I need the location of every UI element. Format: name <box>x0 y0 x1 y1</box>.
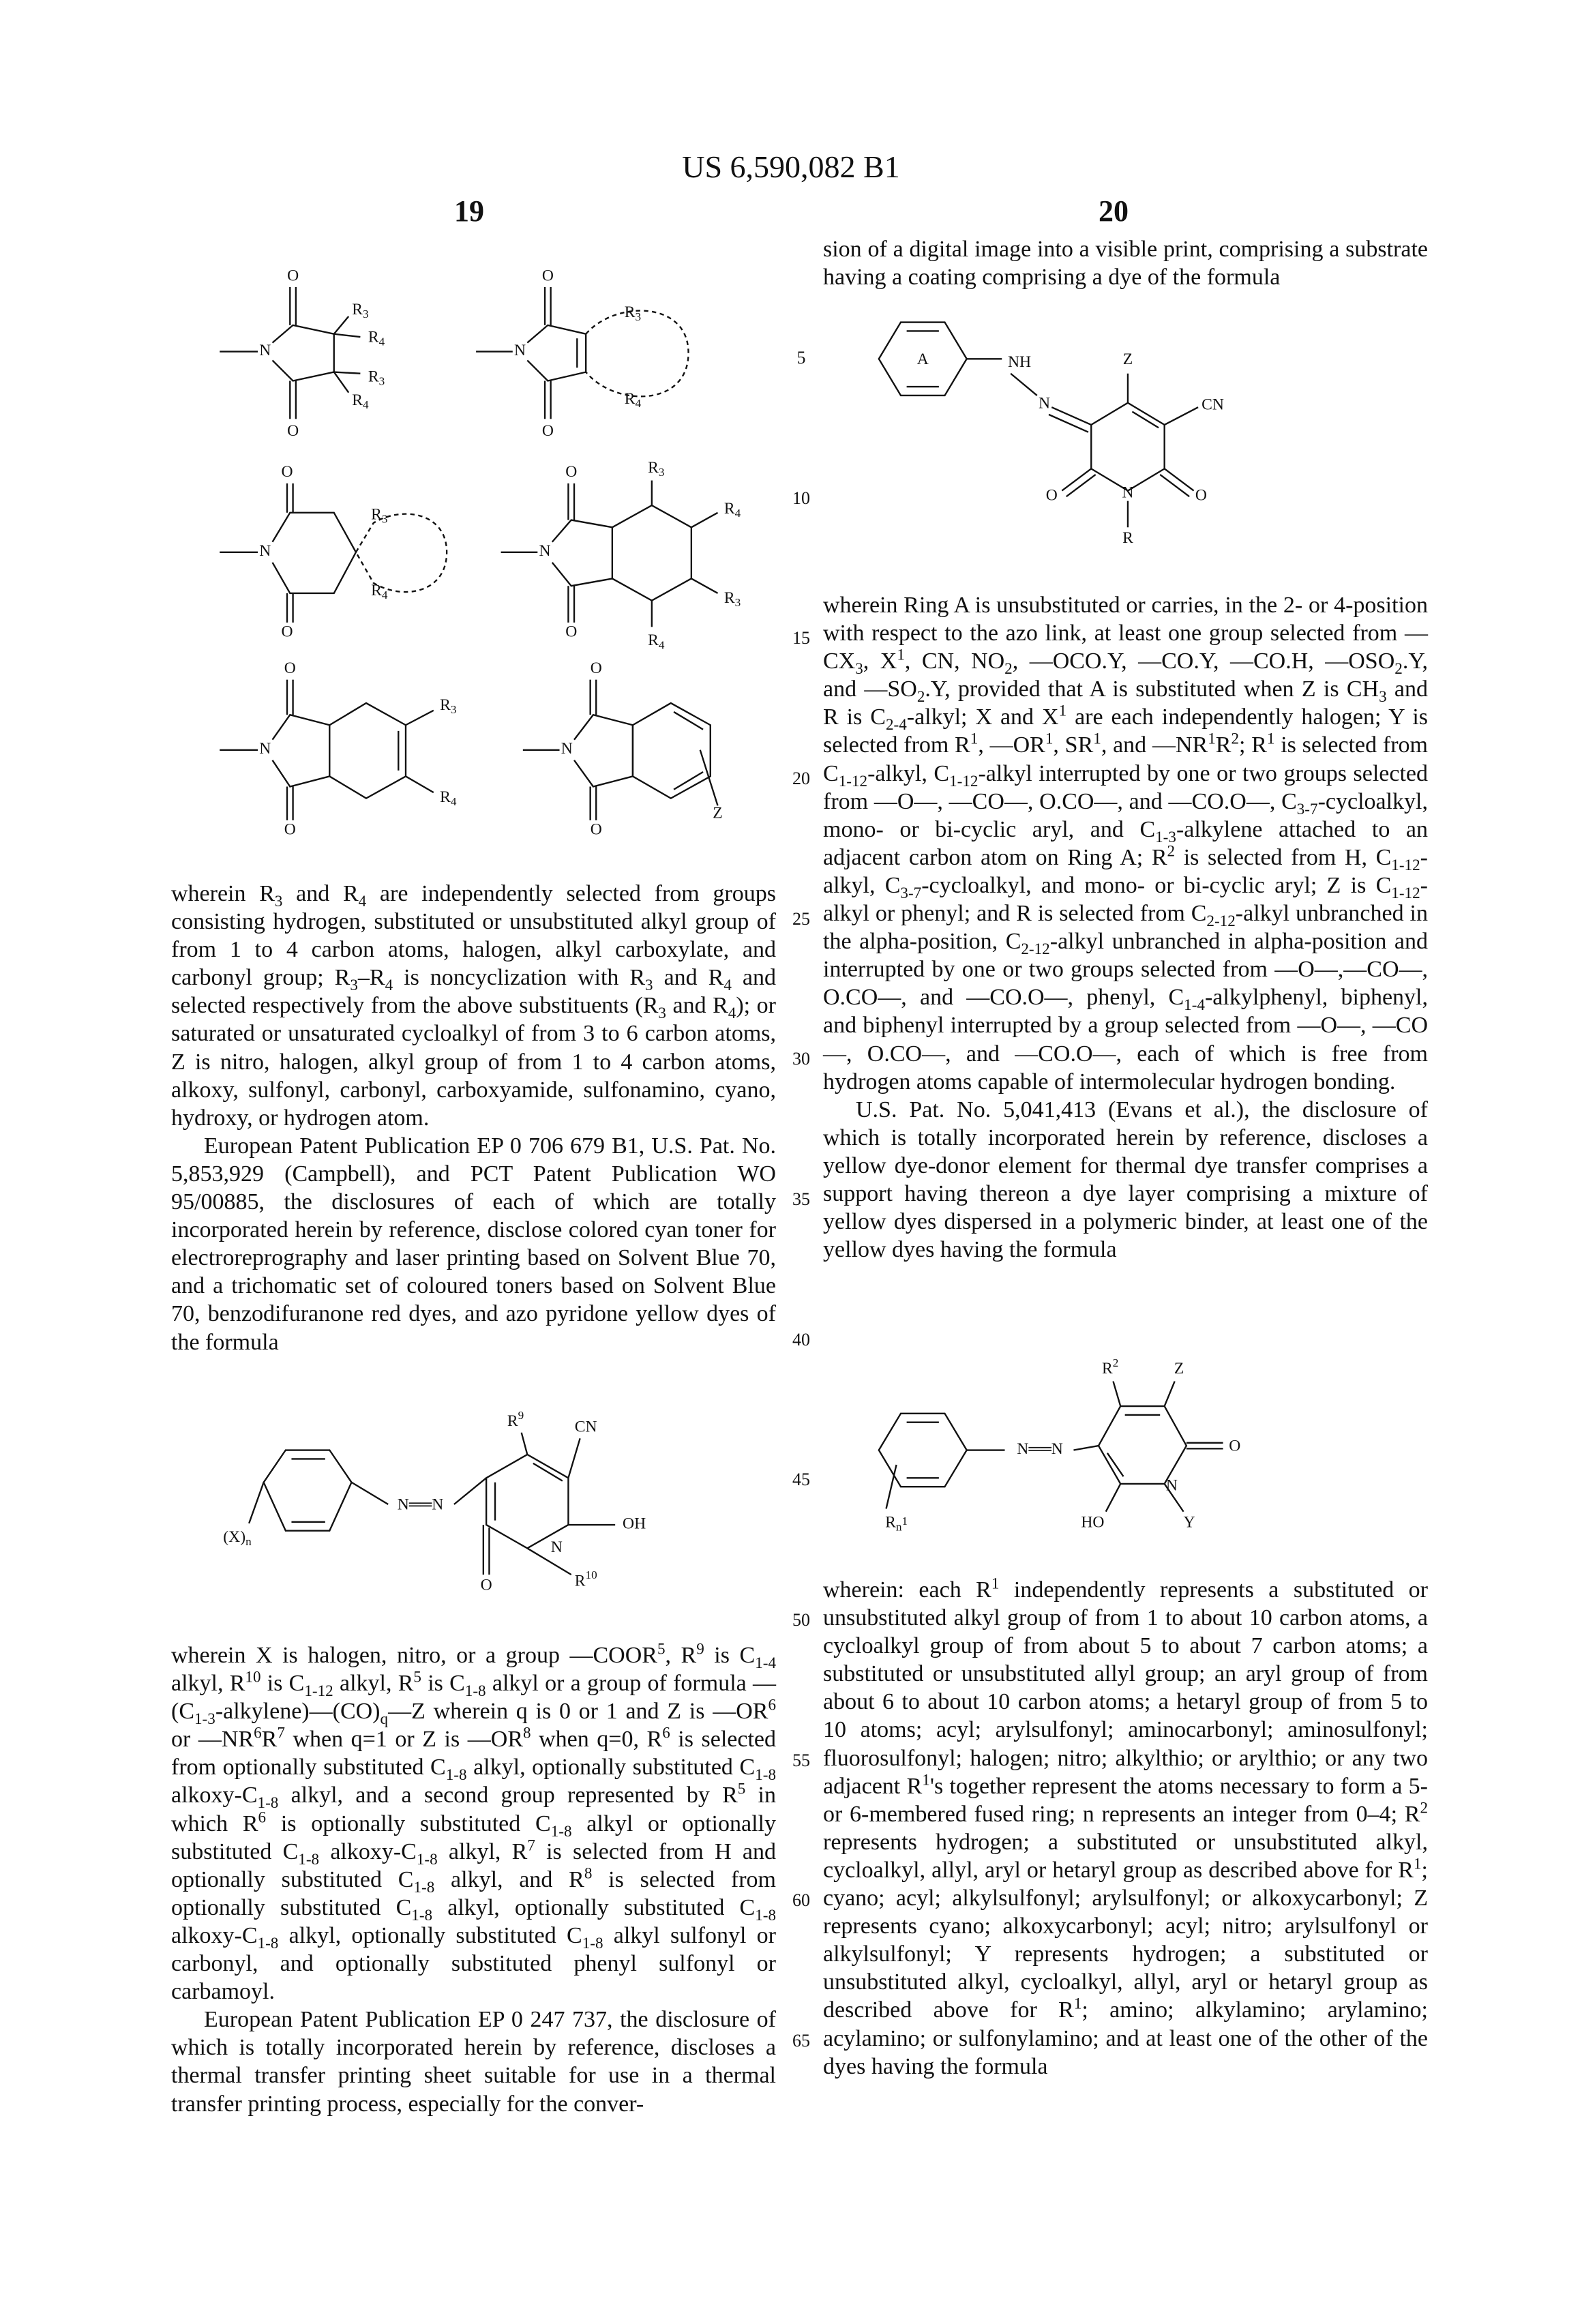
structure-maleimide-fused <box>476 267 688 440</box>
atom-label: N <box>1122 483 1133 501</box>
line-number: 35 <box>784 1189 818 1210</box>
atom-label: N <box>1039 394 1050 412</box>
structure-phthalimide <box>523 659 723 838</box>
line-number: 45 <box>784 1470 818 1490</box>
substituent-label: R4 <box>440 788 457 808</box>
substituent-label: R4 <box>368 329 385 348</box>
substituent-label: R3 <box>352 301 368 321</box>
atom-label: O <box>542 267 554 284</box>
substituent-label: R3 <box>368 368 385 388</box>
ring-a-label: A <box>917 351 929 368</box>
atom-label: O <box>1046 487 1058 505</box>
paragraph: U.S. Pat. No. 5,041,413 (Evans et al.), the disclosure of which is totally incorporated herein by reference, discloses a yellow dye-donor element for thermal dye transfer comprises a support having thereon a dye layer comprising a mixture of yellow dyes dispersed in a polymeric binder, at least one of the yellow dyes having the formula <box>823 1096 1428 1264</box>
atom-label: O <box>287 267 299 284</box>
line-number: 15 <box>784 628 818 649</box>
substituent-label: OH <box>623 1515 646 1532</box>
azo-label: N══N <box>1017 1440 1063 1458</box>
substituent-label: R3 <box>724 589 741 609</box>
paragraph: wherein Ring A is unsubstituted or carries, in the 2- or 4-position with respect to the azo link, at least one group selected from —CX3, X1, CN, NO2, —OCO.Y, —CO.Y, —CO.H, —OSO2.Y, and —SO2.Y, provided that A is substituted when Z is CH3 and R is C2-4-alkyl; X and X1 are each independently halogen; Y is selected from R1, —OR1, SR1, and —NR1R2; R1 is selected from C1-12-alkyl, C1-12-alkyl interrupted by one or two groups selected from —O—, —CO—, O.CO—, and —CO.O—, C3-7-cycloalkyl, mono- or bi-cyclic aryl, and C1-3-alkylene attached to an adjacent carbon atom on Ring A; R2 is selected from H, C1-12-alkyl, C3-7-cycloalkyl, and mono- or bi-cyclic aryl; Z is C1-12-alkyl or phenyl; and R is selected from C2-12-alkyl unbranched in the alpha-position, C2-12-alkyl unbranched in alpha-position and interrupted by one or two groups selected from —O—,—CO—, O.CO—, and —CO.O—, phenyl, C1-4-alkylphenyl, biphenyl, and biphenyl interrupted by a group selected from —O—, —CO—, O.CO—, and —CO.O—, each of which is free from hydrogen atoms capable of intermolecular hydrogen bonding. <box>823 591 1428 1096</box>
structure-azo-pyridone <box>223 1409 646 1594</box>
line-number: 40 <box>784 1330 818 1350</box>
atom-label: O <box>284 659 296 677</box>
substituent-label: R9 <box>507 1409 524 1430</box>
substituent-label: CN <box>575 1418 597 1436</box>
structure-yellow-dye <box>879 1356 1240 1534</box>
atom-label: N <box>259 542 271 560</box>
paragraph: sion of a digital image into a visible print, comprising a substrate having a coating comprising a dye of the formula <box>823 235 1428 291</box>
structure-tetrahydrophthalimide <box>220 659 457 838</box>
paragraph: wherein X is halogen, nitro, or a group —COOR5, R9 is C1-4 alkyl, R10 is C1-12 alkyl, R5 is C1-8 alkyl or a group of formula —(C1-3-alkylene)—(CO)q—Z wherein q is 0 or 1 and Z is —OR6 or —NR6R7 when q=1 or Z is —OR8 when q=0, R6 is selected from optionally substituted C1-8 alkyl, optionally substituted C1-8 alkoxy-C1-8 alkyl, and a second group represented by R5 in which R6 is optionally substituted C1-8 alkyl or optionally substituted C1-8 alkoxy-C1-8 alkyl, R7 is selected from H and optionally substituted C1-8 alkyl, and R8 is selected from optionally substituted C1-8 alkyl, optionally substituted C1-8 alkoxy-C1-8 alkyl, optionally substituted C1-8 alkyl sulfonyl or carbonyl, and optionally substituted phenyl sulfonyl or carbamoyl. <box>171 1641 776 2006</box>
paragraph: wherein R3 and R4 are independently selected from groups consisting hydrogen, substituted or unsubstituted alkyl group of from 1 to 4 carbon atoms, halogen, alkyl carboxylate, and carbonyl group; R3–R4 is noncyclization with R3 and R4 and selected respectively from the above substituents (R3 and R4); or saturated or unsaturated cycloalkyl of from 3 to 6 carbon atoms, Z is nitro, halogen, alkyl group of from 1 to 4 carbon atoms, alkoxy, sulfonyl, carbonyl, carboxyamide, sulfonamino, cyano, hydroxy, or hydrogen atom. <box>171 880 776 1132</box>
substituent-label: R4 <box>648 631 665 651</box>
substituent-label: Y <box>1184 1513 1195 1531</box>
chemical-structures <box>0 0 1582 2324</box>
substituent-label: Z <box>1123 351 1133 368</box>
atom-label: O <box>281 463 293 481</box>
line-number: 65 <box>784 2031 818 2051</box>
substituent-label: Rn1 <box>885 1513 908 1533</box>
atom-label: O <box>591 659 602 677</box>
substituent-label: R <box>1122 529 1133 547</box>
substituent-label: Z <box>1174 1360 1184 1377</box>
atom-label: O <box>565 463 577 481</box>
line-number: 10 <box>784 488 818 509</box>
structure-spiro-glutarimide <box>220 463 447 640</box>
substituent-label: (X)n <box>223 1528 252 1548</box>
line-number: 5 <box>784 348 818 368</box>
atom-label: O <box>1195 487 1207 505</box>
atom-label: O <box>542 422 554 440</box>
atom-label: N <box>1166 1477 1178 1495</box>
atom-label: N <box>514 342 526 359</box>
line-number: 25 <box>784 909 818 929</box>
line-number: 30 <box>784 1049 818 1069</box>
structure-hexahydrophthalimide <box>501 459 741 651</box>
atom-label: O <box>281 623 293 640</box>
substituent-label: HO <box>1081 1513 1104 1531</box>
line-number: 55 <box>784 1751 818 1771</box>
substituent-label: R4 <box>724 500 741 520</box>
line-number: 50 <box>784 1610 818 1630</box>
paragraph: wherein: each R1 independently represents a substituted or unsubstituted alkyl group of from 1 to about 10 carbon atoms, a cycloalkyl group of from about 5 to about 7 carbon atoms; a substituted or unsubstituted allyl group; an aryl group of from about 6 to about 10 carbon atoms; a hetaryl group of from 5 to 10 atoms; acyl; arylsulfonyl; aminocarbonyl; aminosulfonyl; fluorosulfonyl; halogen; nitro; alkylthio; or arylthio; or any two adjacent R1's together represent the atoms necessary to form a 5- or 6-membered fused ring; n represents an integer from 0–4; R2 represents hydrogen; a substituted or unsubstituted alkyl, cycloalkyl, allyl, aryl or hetaryl group as described above for R1; cyano; acyl; alkylsulfonyl; arylsulfonyl; or alkoxycarbonyl; Z represents cyano; alkoxycarbonyl; acyl; nitro; arylsulfonyl or alkylsulfonyl; Y represents hydrogen; a substituted or unsubstituted alkyl, cycloalkyl, allyl, aryl or hetaryl group as described above for R1; amino; alkylamino; arylamino; acylamino; or sulfonylamino; and at least one of the other of the dyes having the formula <box>823 1576 1428 2081</box>
substituent-label: R4 <box>371 582 388 601</box>
atom-label: O <box>287 422 299 440</box>
substituent-label: R2 <box>1102 1356 1118 1377</box>
atom-label: N <box>259 342 271 359</box>
patent-number: US 6,590,082 B1 <box>0 149 1582 185</box>
atom-label: O <box>284 820 296 838</box>
substituent-label: R4 <box>625 390 642 410</box>
substituent-label: CN <box>1202 396 1224 413</box>
line-number: 60 <box>784 1890 818 1911</box>
substituent-label: R3 <box>440 696 456 716</box>
atom-label: NH <box>1008 353 1031 371</box>
substituent-label: R3 <box>371 506 387 526</box>
substituent-label: R10 <box>575 1568 597 1590</box>
substituent-label: R3 <box>648 459 664 479</box>
atom-label: O <box>591 820 602 838</box>
substituent-label: Z <box>713 805 722 822</box>
structure-ring-a-pyridone <box>879 323 1224 547</box>
paragraph: European Patent Publication EP 0 247 737, the disclosure of which is totally incorporated herein by reference, discloses a thermal transfer printing sheet suitable for use in a thermal transfer printing process, especially for the conver- <box>171 2006 776 2117</box>
substituent-label: R3 <box>625 303 641 323</box>
atom-label: O <box>565 623 577 640</box>
atom-label: N <box>259 740 271 758</box>
atom-label: N <box>561 740 573 758</box>
atom-label: O <box>481 1577 492 1594</box>
structure-succinimide <box>220 267 385 440</box>
right-page-number: 20 <box>1073 194 1154 228</box>
paragraph: European Patent Publication EP 0 706 679 B1, U.S. Pat. No. 5,853,929 (Campbell), and PCT Patent Publication WO 95/00885, the disclosures of each of which are totally incorporated herein by reference, disclose colored cyan toner for electroreprography and laser printing based on Solvent Blue 70, and a trichomatic set of coloured toners based on Solvent Blue 70, benzodifuranone red dyes, and azo pyridone yellow dyes of the formula <box>171 1132 776 1356</box>
atom-label: N <box>551 1538 563 1556</box>
azo-label: N══N <box>398 1496 444 1514</box>
atom-label: N <box>539 542 551 560</box>
substituent-label: R4 <box>352 391 369 411</box>
atom-label: O <box>1229 1437 1240 1455</box>
left-page-number: 19 <box>428 194 510 228</box>
line-number: 20 <box>784 769 818 789</box>
